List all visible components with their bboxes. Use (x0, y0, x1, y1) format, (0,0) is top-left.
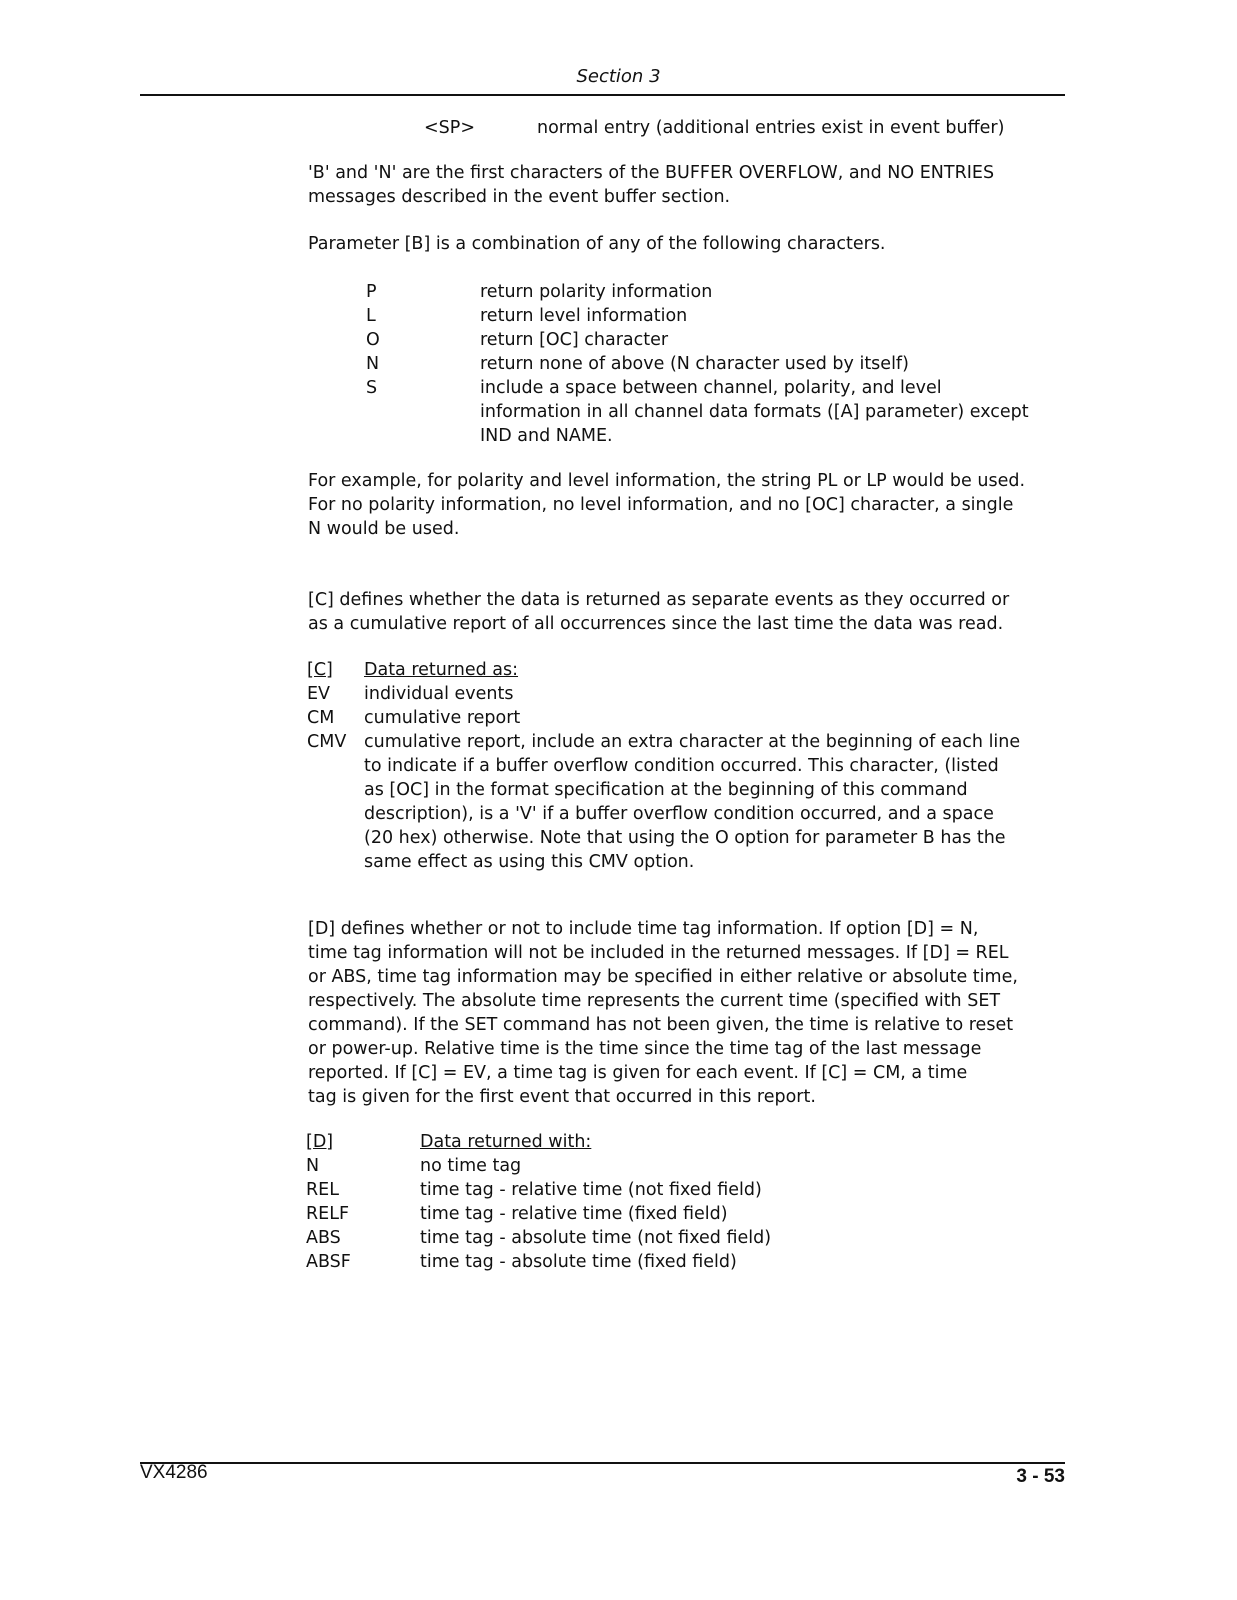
table-c-header-desc: Data returned as: (364, 660, 519, 680)
table-d-desc: no time tag (420, 1156, 522, 1176)
param-b-desc: return polarity information (480, 282, 713, 302)
table-d-codes (306, 1130, 351, 1274)
param-b-desc: return none of above (N character used by itself) (480, 354, 909, 374)
table-c-code: CM (307, 708, 335, 728)
paragraph-c (308, 588, 1068, 636)
table-d-desc: time tag - absolute time (not fixed field) (420, 1228, 772, 1248)
table-d-descriptions (420, 1130, 771, 1274)
param-b-code: P (366, 282, 377, 302)
text-line: N would be used. (308, 519, 460, 539)
text-line: messages described in the event buffer section. (308, 187, 731, 207)
table-c-codes (307, 658, 346, 754)
paragraph-example (308, 469, 1068, 541)
paragraph-b-n (308, 161, 1068, 209)
table-c-desc: as [OC] in the format specification at the beginning of this command (364, 780, 968, 800)
text-line: respectively. The absolute time represents the current time (specified with SET (308, 991, 1001, 1011)
param-b-desc: information in all channel data formats ([A] parameter) except (480, 402, 1029, 422)
footer-model: VX4286 (140, 1462, 208, 1483)
table-d-code: REL (306, 1180, 339, 1200)
param-b-code: O (366, 330, 380, 350)
paragraph-d (308, 917, 1068, 1109)
text-line: time tag information will not be included in the returned messages. If [D] = REL (308, 943, 1009, 963)
param-b-code: L (366, 306, 376, 326)
param-b-code: S (366, 378, 378, 398)
text-line: For no polarity information, no level information, and no [OC] character, a single (308, 495, 1014, 515)
text-line: tag is given for the first event that occurred in this report. (308, 1087, 816, 1107)
table-c-desc: cumulative report (364, 708, 521, 728)
text-line: [D] defines whether or not to include time tag information. If option [D] = N, (308, 919, 979, 939)
text-line: or power-up. Relative time is the time since the time tag of the last message (308, 1039, 982, 1059)
param-b-code: N (366, 354, 380, 374)
param-b-descriptions (480, 280, 1029, 448)
text-line: command). If the SET command has not been given, the time is relative to reset (308, 1015, 1014, 1035)
page-header-title: Section 3 (576, 66, 661, 87)
table-c-desc: cumulative report, include an extra character at the beginning of each line (364, 732, 1021, 752)
table-c-code: EV (307, 684, 331, 704)
text-line: 'B' and 'N' are the first characters of the BUFFER OVERFLOW, and NO ENTRIES (308, 163, 995, 183)
text-line: or ABS, time tag information may be specified in either relative or absolute time, (308, 967, 1018, 987)
table-d-desc: time tag - absolute time (fixed field) (420, 1252, 737, 1272)
param-b-desc: include a space between channel, polarity, and level (480, 378, 942, 398)
param-b-desc: return [OC] character (480, 330, 669, 350)
table-c-desc: (20 hex) otherwise. Note that using the O option for parameter B has the (364, 828, 1006, 848)
text-line: as a cumulative report of all occurrences since the last time the data was read. (308, 614, 1004, 634)
param-b-codes (366, 280, 380, 400)
table-c-desc: same effect as using this CMV option. (364, 852, 695, 872)
text-line: For example, for polarity and level information, the string PL or LP would be used. (308, 471, 1026, 491)
sp-description: normal entry (additional entries exist in event buffer) (537, 118, 1005, 138)
text-line: Parameter [B] is a combination of any of the following characters. (308, 234, 886, 254)
table-d-desc: time tag - relative time (not fixed field) (420, 1180, 762, 1200)
table-c-desc: description), is a 'V' if a buffer overflow condition occurred, and a space (364, 804, 994, 824)
table-d-code: ABS (306, 1228, 341, 1248)
param-b-desc: return level information (480, 306, 688, 326)
table-d-code: N (306, 1156, 320, 1176)
table-d-code: RELF (306, 1204, 350, 1224)
footer-page-number: 3 - 53 (1016, 1466, 1065, 1487)
header-rule (140, 94, 1065, 96)
table-d-header-desc: Data returned with: (420, 1132, 592, 1152)
text-line: reported. If [C] = EV, a time tag is given for each event. If [C] = CM, a time (308, 1063, 968, 1083)
table-d-desc: time tag - relative time (fixed field) (420, 1204, 728, 1224)
table-c-desc: individual events (364, 684, 514, 704)
table-c-header-code: [C] (307, 660, 333, 680)
footer-rule (140, 1462, 1065, 1464)
table-c-descriptions (364, 658, 1020, 874)
text-line: [C] defines whether the data is returned as separate events as they occurred or (308, 590, 1010, 610)
sp-code: <SP> (424, 118, 475, 138)
table-c-desc: to indicate if a buffer overflow condition occurred. This character, (listed (364, 756, 999, 776)
param-b-desc: IND and NAME. (480, 426, 613, 446)
paragraph-param-b-intro (308, 232, 1068, 256)
table-d-code: ABSF (306, 1252, 351, 1272)
table-c-code: CMV (307, 732, 347, 752)
table-d-header-code: [D] (306, 1132, 334, 1152)
